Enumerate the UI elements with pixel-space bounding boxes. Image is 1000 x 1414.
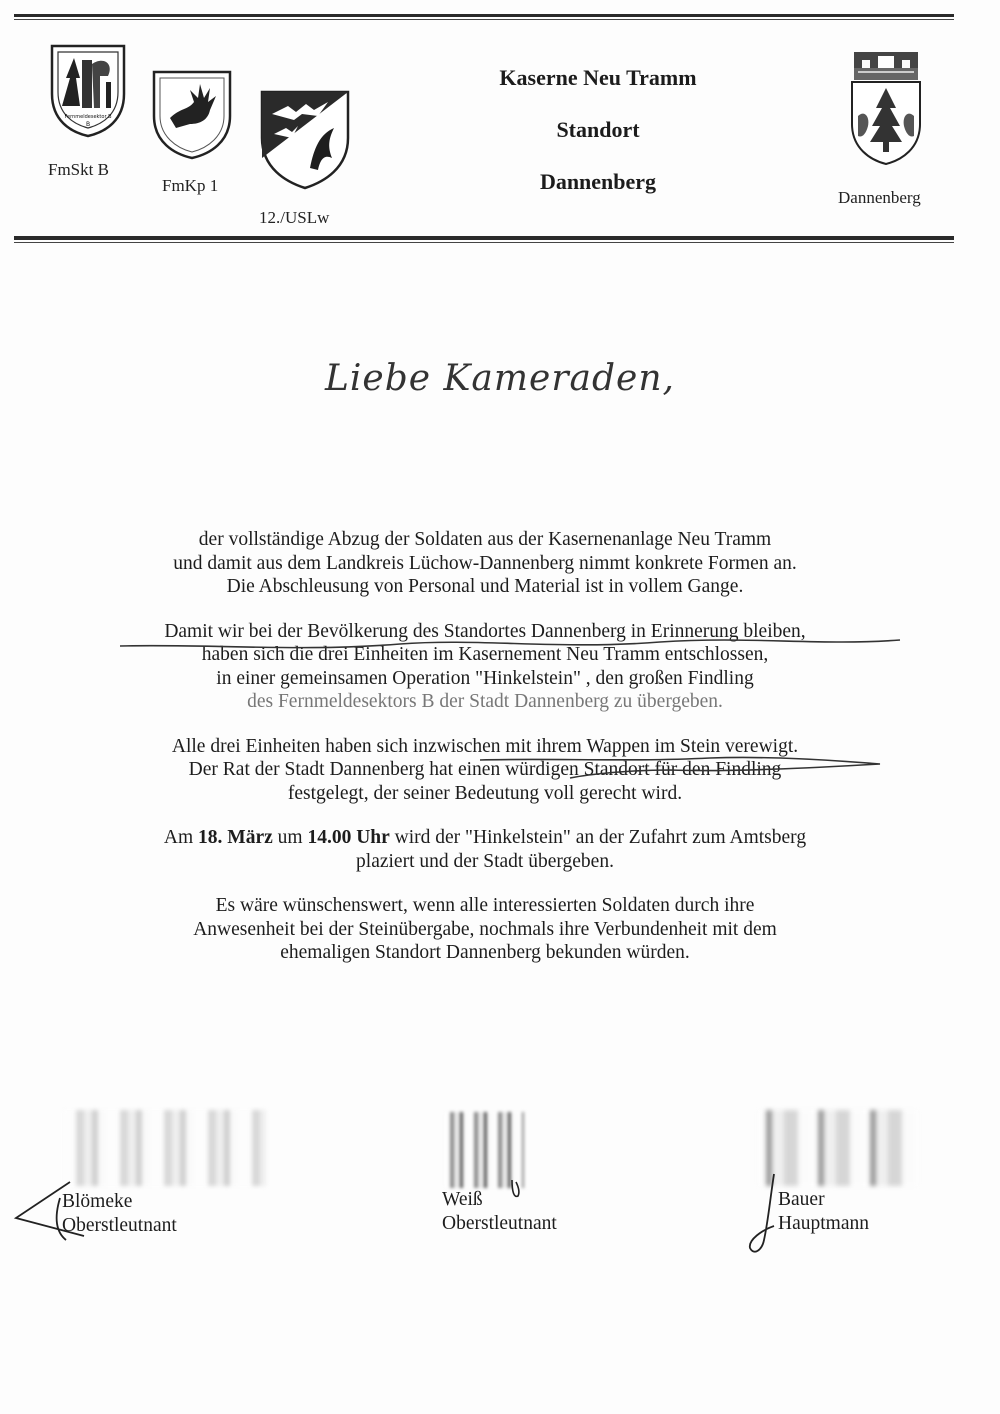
redacted-signature bbox=[62, 1110, 266, 1186]
body-line: der vollständige Abzug der Soldaten aus der Kasernenanlage Neu Tramm bbox=[198, 529, 772, 550]
body-text: wird der "Hinkelstein" an der Zufahrt zum Amtsberg bbox=[389, 827, 807, 848]
event-time: 14.00 Uhr bbox=[307, 827, 390, 848]
body-line: und damit aus dem Landkreis Lüchow-Dannenberg nimmt konkrete Formen an. bbox=[173, 552, 797, 574]
signatory-name: Blömeke bbox=[62, 1191, 133, 1212]
fmskt-b-crest-icon bbox=[48, 42, 128, 138]
body-line: in einer gemeinsamen Operation "Hinkelstein" , den großen Findling bbox=[216, 667, 754, 689]
crest-inscription: Fernmeldesektor B bbox=[64, 114, 112, 120]
signatory-name: Bauer bbox=[778, 1189, 825, 1210]
signatory-rank: Hauptmann bbox=[778, 1213, 869, 1234]
header-bottom-rule bbox=[14, 236, 954, 243]
body-line: Damit wir bei der Bevölkerung des Standortes Dannenberg in Erinnerung bleiben, bbox=[164, 620, 806, 642]
body-line: plaziert und der Stadt übergeben. bbox=[356, 850, 614, 872]
body-text: Am bbox=[163, 827, 199, 848]
crest-inscription-sub: B bbox=[85, 121, 91, 128]
body-line: des Fernmeldesektors B der Stadt Dannenberg zu übergeben. bbox=[247, 691, 723, 712]
body-line: ehemaligen Standort Dannenberg bekunden würden. bbox=[280, 942, 690, 963]
signature-block-1 bbox=[62, 1190, 177, 1238]
body-line: Die Abschleusung von Personal und Material ist in vollem Gange. bbox=[226, 576, 744, 597]
body-text: um bbox=[272, 827, 308, 848]
body-line: Der Rat der Stadt Dannenberg hat einen würdigen Standort für den Findling bbox=[188, 759, 782, 780]
title-line-kaserne: Kaserne Neu Tramm bbox=[499, 65, 697, 90]
signatory-name: Weiß bbox=[442, 1189, 483, 1210]
body-line bbox=[60, 826, 910, 850]
unit-label-uslw: 12./USLw bbox=[259, 208, 330, 227]
body-line: haben sich die drei Einheiten im Kasernement Neu Tramm entschlossen, bbox=[201, 644, 769, 665]
salutation: Liebe Kameraden, bbox=[325, 358, 675, 399]
dannenberg-town-crest-icon bbox=[846, 46, 926, 166]
paragraph-4 bbox=[60, 826, 910, 873]
redacted-signature bbox=[444, 1112, 524, 1188]
body-line: festgelegt, der seiner Bedeutung voll gerecht wird. bbox=[287, 782, 683, 804]
signatory-rank: Oberstleutnant bbox=[62, 1215, 177, 1236]
paragraph-5 bbox=[60, 894, 910, 965]
unit-label-fmkp-1: FmKp 1 bbox=[162, 176, 219, 195]
header-top-rule bbox=[14, 14, 954, 20]
event-date: 18. März bbox=[198, 827, 273, 848]
uslw-crest-icon bbox=[258, 88, 352, 190]
paragraph-1 bbox=[60, 528, 910, 599]
fmkp-1-crest-icon bbox=[150, 68, 234, 160]
letterhead-title bbox=[448, 62, 748, 218]
body-line: Anwesenheit bei der Steinübergabe, nochmals ihre Verbundenheit mit dem bbox=[193, 918, 777, 940]
body-line: Es wäre wünschenswert, wenn alle interessierten Soldaten durch ihre bbox=[215, 895, 755, 916]
signature-block-3 bbox=[778, 1188, 869, 1236]
handwritten-underline bbox=[100, 630, 920, 660]
handwritten-underline bbox=[470, 748, 890, 788]
town-label-dannenberg: Dannenberg bbox=[838, 188, 921, 207]
signatory-rank: Oberstleutnant bbox=[442, 1213, 557, 1234]
unit-label-fmskt-b: FmSkt B bbox=[48, 160, 109, 179]
signature-block-2 bbox=[442, 1188, 557, 1236]
title-line-dannenberg: Dannenberg bbox=[539, 169, 657, 194]
title-line-standort: Standort bbox=[556, 117, 640, 142]
body-line: Alle drei Einheiten haben sich inzwischen mit ihrem Wappen im Stein verewigt. bbox=[171, 735, 799, 757]
